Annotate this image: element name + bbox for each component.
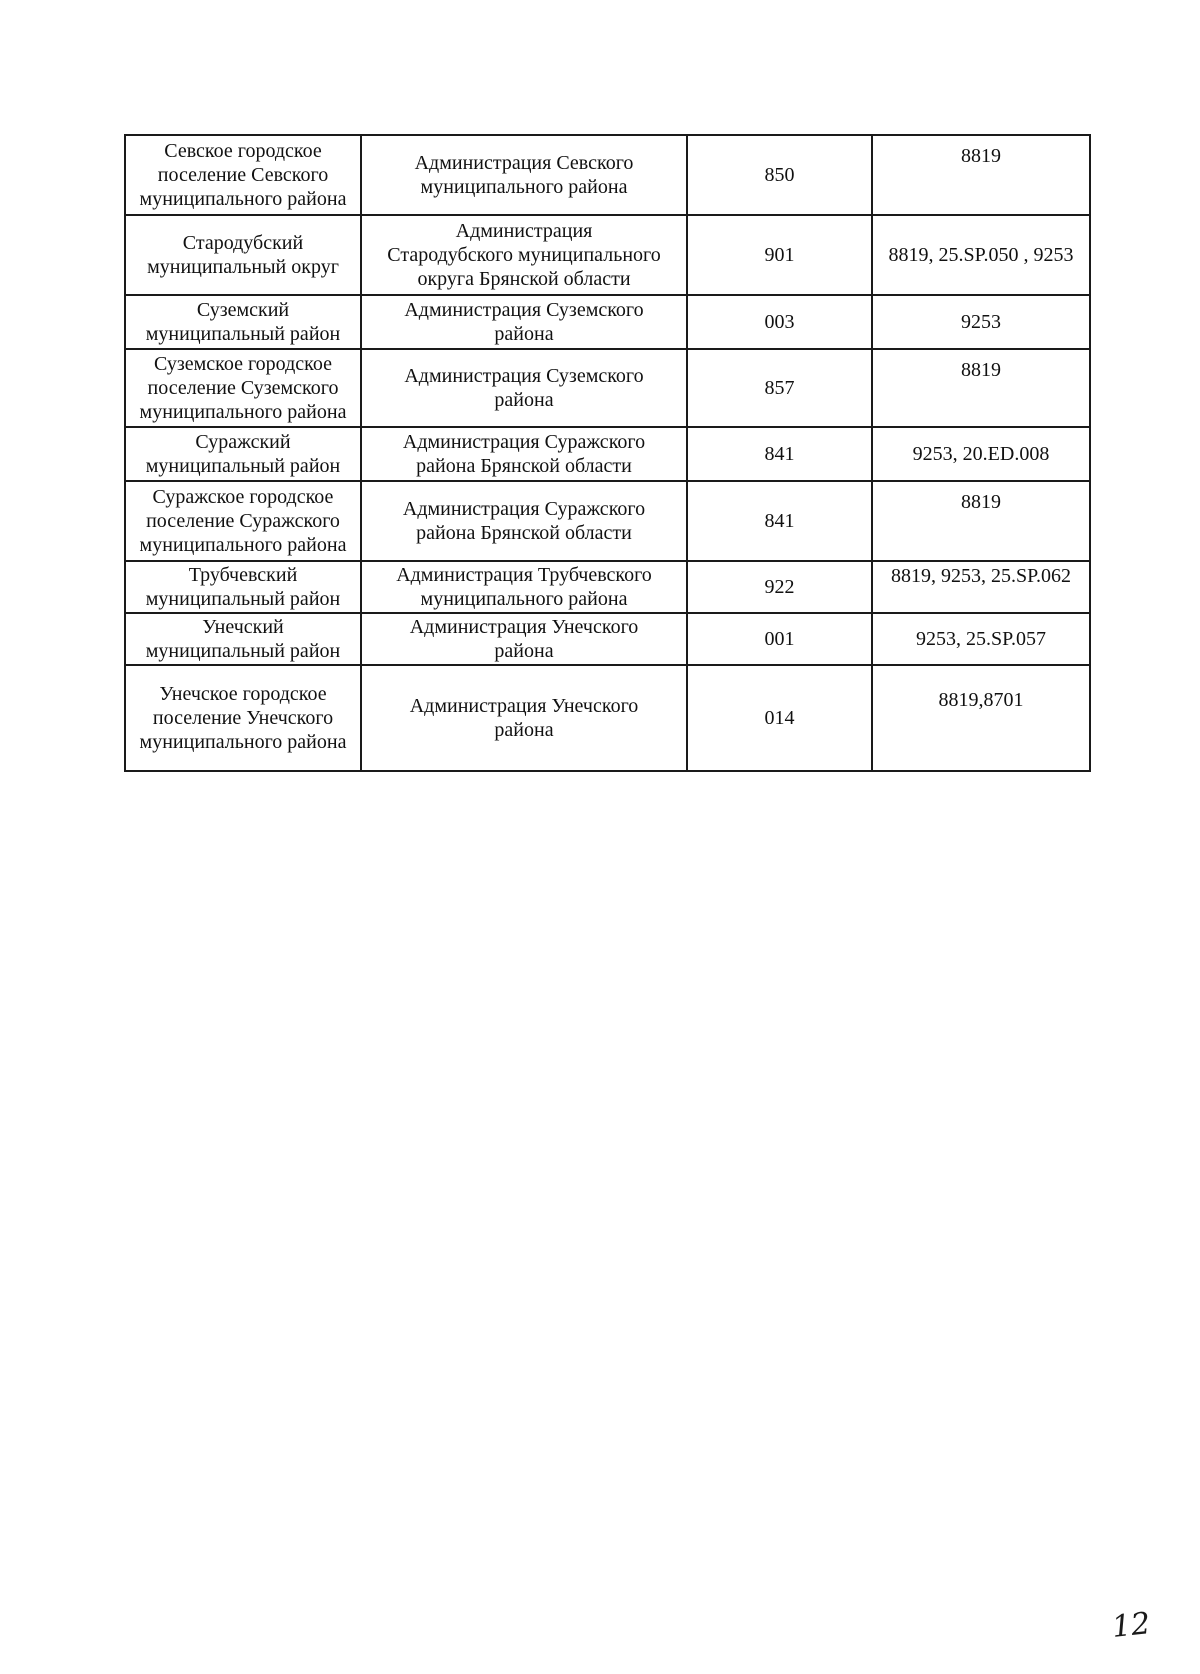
administration-cell: Администрация Унечского района <box>361 613 687 665</box>
administration-cell: Администрация Севского муниципального района <box>361 135 687 215</box>
table-row <box>125 561 1090 613</box>
code-cell: 901 <box>687 215 872 295</box>
municipality-name-cell: Стародубский муниципальный округ <box>125 215 361 295</box>
administration-cell: Администрация Суземского района <box>361 349 687 427</box>
codes-cell: 8819,8701 <box>872 665 1090 771</box>
administration-cell: Администрация Стародубского муниципального округа Брянской области <box>361 215 687 295</box>
administration-cell: Администрация Трубчевского муниципального района <box>361 561 687 613</box>
code-cell: 014 <box>687 665 872 771</box>
municipality-name-cell: Суземское городское поселение Суземского муниципального района <box>125 349 361 427</box>
administration-cell: Администрация Суражского района Брянской области <box>361 481 687 561</box>
municipality-name-cell: Унечский муниципальный район <box>125 613 361 665</box>
administration-cell: Администрация Унечского района <box>361 665 687 771</box>
administration-cell: Администрация Суражского района Брянской области <box>361 427 687 481</box>
codes-cell: 8819, 25.SP.050 , 9253 <box>872 215 1090 295</box>
table-row <box>125 481 1090 561</box>
code-cell: 841 <box>687 427 872 481</box>
table-row <box>125 135 1090 215</box>
code-cell: 001 <box>687 613 872 665</box>
table-row <box>125 215 1090 295</box>
codes-cell: 8819 <box>872 135 1090 215</box>
code-cell: 922 <box>687 561 872 613</box>
table-row <box>125 295 1090 349</box>
code-cell: 003 <box>687 295 872 349</box>
code-cell: 850 <box>687 135 872 215</box>
municipality-name-cell: Суражский муниципальный район <box>125 427 361 481</box>
codes-cell: 8819, 9253, 25.SP.062 <box>872 561 1090 613</box>
codes-cell: 9253, 20.ED.008 <box>872 427 1090 481</box>
codes-cell: 8819 <box>872 349 1090 427</box>
municipal-table <box>124 134 1091 772</box>
table-row <box>125 349 1090 427</box>
codes-cell: 8819 <box>872 481 1090 561</box>
table-row <box>125 613 1090 665</box>
municipality-name-cell: Севское городское поселение Севского муниципального района <box>125 135 361 215</box>
administration-cell: Администрация Суземского района <box>361 295 687 349</box>
table-row <box>125 427 1090 481</box>
code-cell: 857 <box>687 349 872 427</box>
code-cell: 841 <box>687 481 872 561</box>
page-number: 12 <box>1110 1606 1152 1645</box>
municipality-name-cell: Суражское городское поселение Суражского муниципального района <box>125 481 361 561</box>
codes-cell: 9253, 25.SP.057 <box>872 613 1090 665</box>
codes-cell: 9253 <box>872 295 1090 349</box>
table-row <box>125 665 1090 771</box>
municipality-name-cell: Суземский муниципальный район <box>125 295 361 349</box>
municipality-name-cell: Унечское городское поселение Унечского муниципального района <box>125 665 361 771</box>
municipality-name-cell: Трубчевский муниципальный район <box>125 561 361 613</box>
